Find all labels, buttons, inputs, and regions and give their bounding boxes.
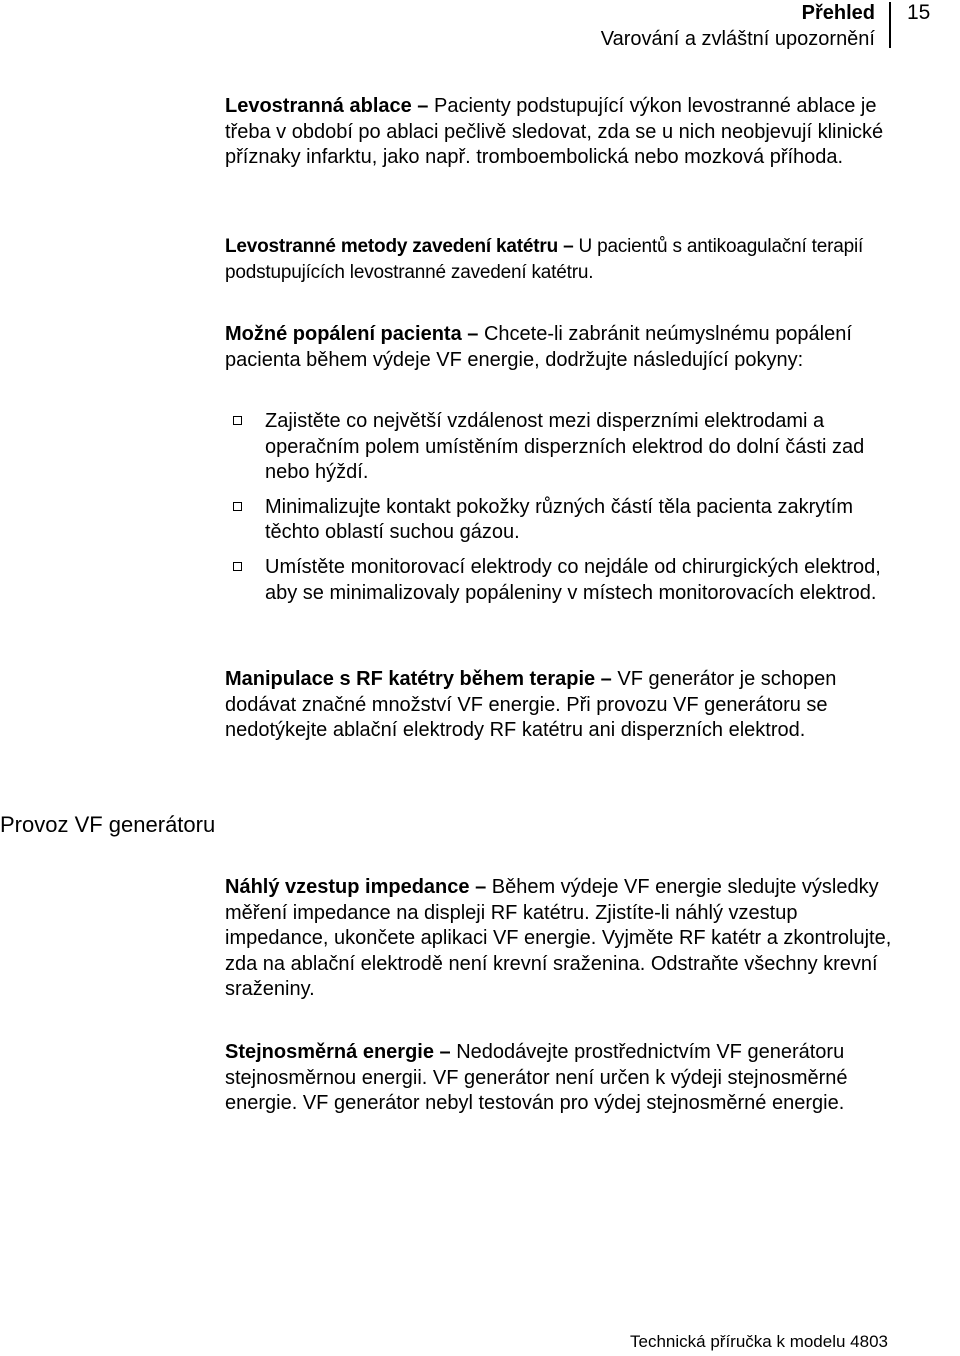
- warning-left-ablation: [225, 94, 893, 171]
- warning-text: Chcete-li zabránit neúmyslnému popálení pacienta během výdeje VF energie, dodržujte následující pokyny:: [225, 323, 852, 371]
- warning-heading: Stejnosměrná energie –: [225, 1041, 451, 1063]
- list-item: [225, 409, 893, 486]
- warning-text: U pacientů s antikoagulační terapií podstupujících levostranné zavedení katétru.: [225, 236, 864, 283]
- list-item-text: Umístěte monitorovací elektrody co nejdále od chirurgických elektrod, aby se minimalizovaly popáleniny v místech monitorovacích elektrod.: [265, 555, 881, 604]
- warning-rf-catheter-handling: [225, 667, 893, 744]
- warning-heading: Možné popálení pacienta –: [225, 323, 479, 345]
- bullet-square-icon: [233, 416, 242, 425]
- list-item: [225, 495, 893, 546]
- warning-text: Nedodávejte prostřednictvím VF generátoru stejnosměrnou energii. VF generátor není určen k výdeji stejnosměrné energie. VF generátor nebyl testován pro výdej stejnosměrné energie.: [225, 1041, 848, 1115]
- header-title: Přehled: [801, 2, 875, 24]
- list-item: [225, 555, 893, 606]
- page-number: 15: [907, 1, 931, 24]
- section-heading: Provoz VF generátoru: [0, 812, 216, 837]
- bullet-square-icon: [233, 502, 242, 511]
- warning-heading: Manipulace s RF katétry během terapie –: [225, 668, 612, 690]
- header-divider: [889, 2, 891, 48]
- burn-precautions-list: [225, 409, 893, 606]
- warning-left-catheter: [225, 234, 893, 285]
- warning-impedance-rise: [225, 875, 893, 1003]
- warning-heading: Levostranné metody zavedení katétru –: [225, 236, 574, 257]
- warning-dc-energy: [225, 1040, 893, 1117]
- warning-text: Během výdeje VF energie sledujte výsledky měření impedance na displeji RF katétru. Zjistíte-li náhlý vzestup impedance, ukončete aplikaci VF energie. Vyjměte RF katétr a zkontrolujte, zda na ablační elektrodě není krevní sraženina. Odstraňte všechny krevní sraženiny.: [225, 876, 892, 1001]
- bullet-square-icon: [233, 562, 242, 571]
- page-footer: Technická příručka k modelu 4803: [630, 1332, 888, 1351]
- page-header: [601, 0, 875, 52]
- list-item-text: Zajistěte co největší vzdálenost mezi disperzními elektrodami a operačním polem umístěním disperzních elektrod do dolní části zad nebo hýždí.: [265, 410, 865, 484]
- warning-heading: Levostranná ablace –: [225, 95, 429, 117]
- warning-text: Pacienty podstupující výkon levostranné ablace je třeba v období po ablaci pečlivě sledovat, zda se u nich neobjevují klinické příznaky infarktu, jako např. tromboembolická nebo mozková příhoda.: [225, 95, 884, 169]
- list-item-text: Minimalizujte kontakt pokožky různých částí těla pacienta zakrytím těchto oblastí suchou gázou.: [265, 495, 854, 544]
- warning-heading: Náhlý vzestup impedance –: [225, 876, 487, 898]
- warning-patient-burn: [225, 322, 893, 373]
- warning-text: VF generátor je schopen dodávat značné množství VF energie. Při provozu VF generátoru se nedotýkejte ablační elektrody RF katétru ani disperzních elektrod.: [225, 668, 837, 742]
- header-subtitle: Varování a zvláštní upozornění: [600, 28, 875, 50]
